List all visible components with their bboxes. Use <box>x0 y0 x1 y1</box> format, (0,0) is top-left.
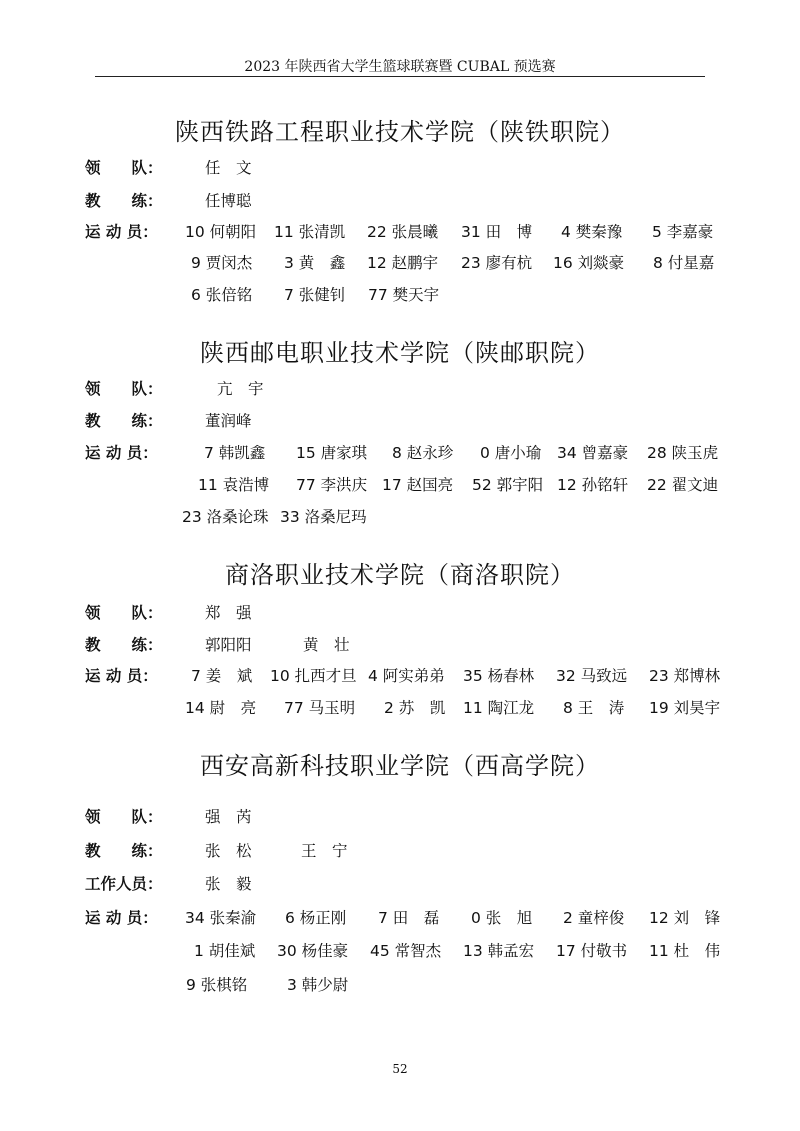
player: 7 田 磊 <box>378 909 440 927</box>
player: 8 王 涛 <box>563 699 625 717</box>
player: 77 马玉明 <box>284 699 356 717</box>
team-leader: 任 文 <box>205 159 252 177</box>
player: 7 韩凯鑫 <box>204 444 266 462</box>
player: 12 刘 锋 <box>649 909 721 927</box>
player: 34 张秦渝 <box>185 909 257 927</box>
player: 77 樊天宇 <box>368 286 440 304</box>
players-label: 运 动 员： <box>85 667 158 685</box>
coach-label: 教 练： <box>85 636 163 654</box>
page-number: 52 <box>392 1062 408 1076</box>
coach-label: 教 练： <box>85 842 163 860</box>
player: 3 黄 鑫 <box>284 254 346 272</box>
player: 8 赵永珍 <box>392 444 454 462</box>
player: 31 田 博 <box>461 223 533 241</box>
player: 30 杨佳豪 <box>277 942 349 960</box>
coach-label: 教 练： <box>85 412 163 430</box>
player: 22 张晨曦 <box>367 223 439 241</box>
player: 23 洛桑论珠 <box>182 508 269 526</box>
header-rule <box>95 76 705 77</box>
player: 8 付星嘉 <box>653 254 715 272</box>
player: 2 苏 凯 <box>384 699 446 717</box>
player: 3 韩少尉 <box>287 976 349 994</box>
players-label: 运 动 员： <box>85 909 158 927</box>
player: 7 姜 斌 <box>191 667 253 685</box>
player: 16 刘燚豪 <box>553 254 625 272</box>
team-coach-2: 王 宁 <box>301 842 348 860</box>
player: 11 陶江龙 <box>463 699 535 717</box>
player: 5 李嘉豪 <box>652 223 714 241</box>
team-coach: 董润峰 <box>205 412 252 430</box>
player: 35 杨春林 <box>463 667 535 685</box>
player: 11 张清凯 <box>274 223 346 241</box>
player: 6 杨正刚 <box>285 909 347 927</box>
player: 9 贾闵杰 <box>191 254 253 272</box>
leader-label: 领 队： <box>85 380 163 398</box>
player: 11 杜 伟 <box>649 942 721 960</box>
player: 2 童梓俊 <box>563 909 625 927</box>
player: 23 郑博林 <box>649 667 721 685</box>
player: 10 扎西才旦 <box>270 667 357 685</box>
team-leader: 亢 宇 <box>217 380 264 398</box>
player: 1 胡佳斌 <box>194 942 256 960</box>
team-coach: 郭阳阳 <box>205 636 252 654</box>
player: 45 常智杰 <box>370 942 442 960</box>
team-staff: 张 毅 <box>205 875 252 893</box>
player: 77 李洪庆 <box>296 476 368 494</box>
team-coach: 张 松 <box>205 842 252 860</box>
player: 0 唐小瑜 <box>480 444 542 462</box>
player: 52 郭宇阳 <box>472 476 544 494</box>
coach-label: 教 练： <box>85 192 163 210</box>
player: 4 樊秦豫 <box>561 223 623 241</box>
player: 19 刘昊宇 <box>649 699 721 717</box>
player: 7 张健钊 <box>284 286 346 304</box>
leader-label: 领 队： <box>85 604 163 622</box>
running-header: 2023 年陕西省大学生篮球联赛暨 CUBAL 预选赛 <box>244 59 556 75</box>
player: 33 洛桑尼玛 <box>280 508 367 526</box>
player: 28 陕玉虎 <box>647 444 719 462</box>
team-name: 陕西铁路工程职业技术学院（陕铁职院） <box>175 118 625 146</box>
player: 12 赵鹏宇 <box>367 254 439 272</box>
team-name: 西安高新科技职业学院（西高学院） <box>200 752 600 780</box>
player: 6 张倍铭 <box>191 286 253 304</box>
player: 0 张 旭 <box>471 909 533 927</box>
player: 22 翟文迪 <box>647 476 719 494</box>
team-leader: 郑 强 <box>205 604 252 622</box>
player: 13 韩孟宏 <box>463 942 535 960</box>
team-coach: 任博聪 <box>205 192 252 210</box>
staff-label: 工作人员： <box>85 875 163 893</box>
team-name: 商洛职业技术学院（商洛职院） <box>225 561 575 589</box>
player: 14 尉 亮 <box>185 699 257 717</box>
player: 32 马致远 <box>556 667 628 685</box>
leader-label: 领 队： <box>85 808 163 826</box>
leader-label: 领 队： <box>85 159 163 177</box>
player: 15 唐家琪 <box>296 444 368 462</box>
team-coach-2: 黄 壮 <box>303 636 350 654</box>
player: 9 张棋铭 <box>186 976 248 994</box>
player: 4 阿实弟弟 <box>368 667 445 685</box>
player: 34 曾嘉豪 <box>557 444 629 462</box>
team-leader: 强 芮 <box>205 808 252 826</box>
player: 23 廖有杭 <box>461 254 533 272</box>
player: 17 赵国亮 <box>382 476 454 494</box>
players-label: 运 动 员： <box>85 444 158 462</box>
player: 10 何朝阳 <box>185 223 257 241</box>
player: 17 付敬书 <box>556 942 628 960</box>
team-name: 陕西邮电职业技术学院（陕邮职院） <box>200 339 600 367</box>
player: 11 袁浩博 <box>198 476 270 494</box>
players-label: 运 动 员： <box>85 223 158 241</box>
player: 12 孙铭轩 <box>557 476 629 494</box>
